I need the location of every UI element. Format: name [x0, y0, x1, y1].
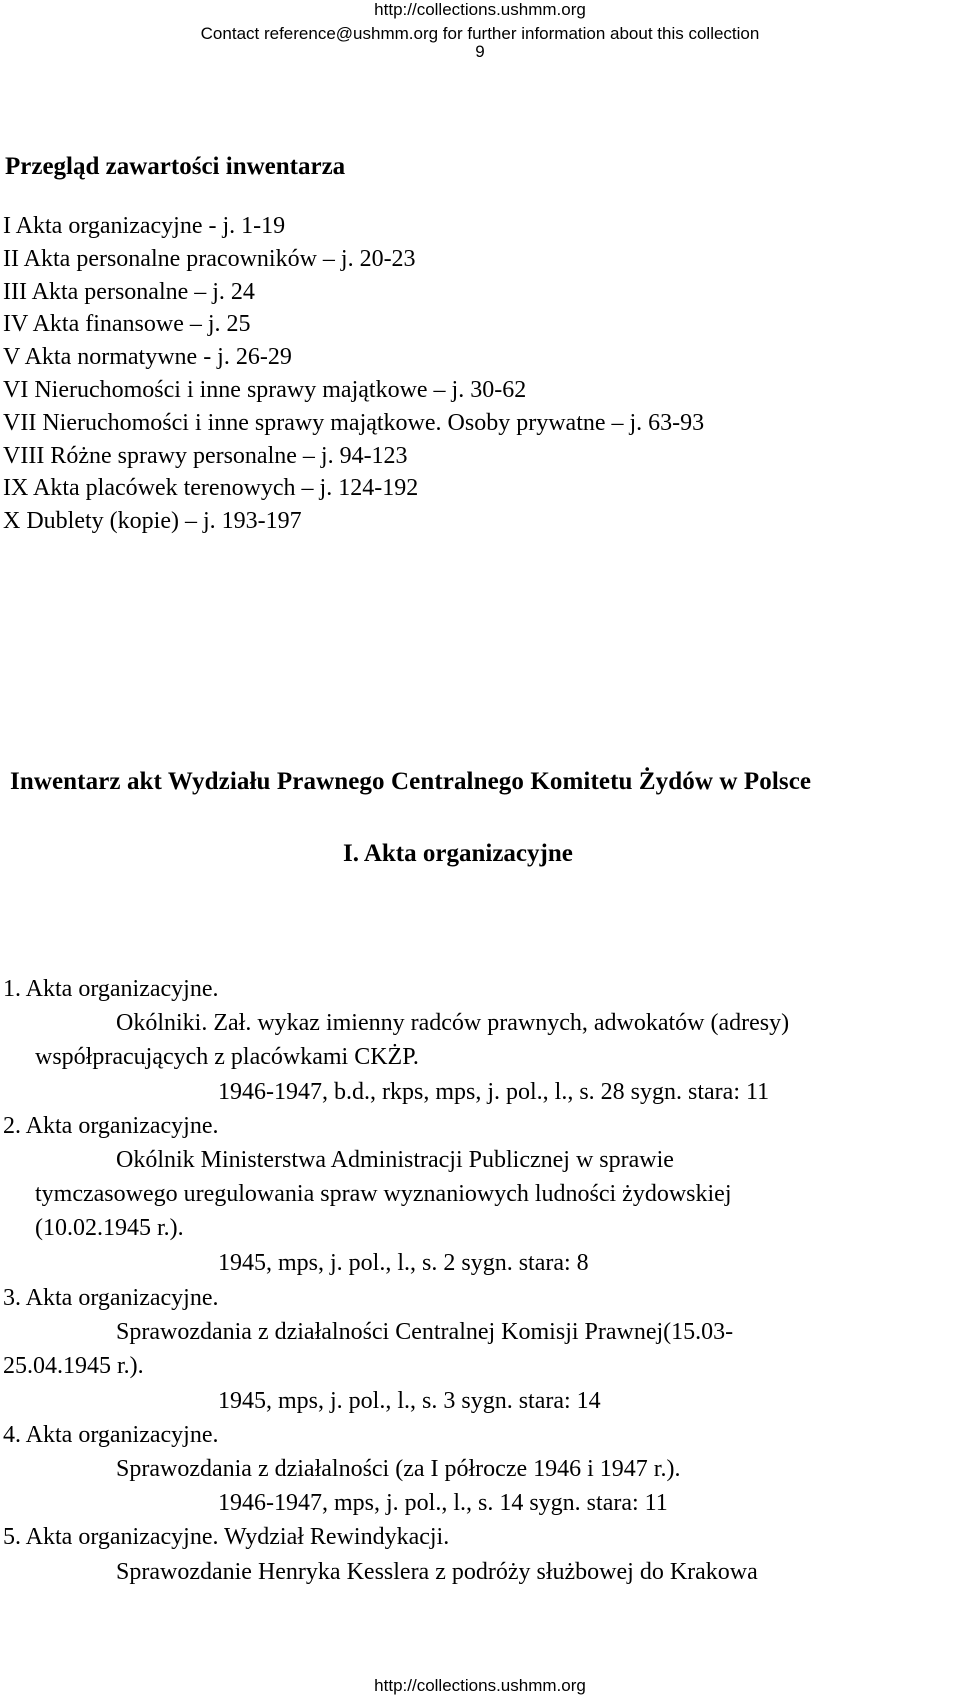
entry-2-heading: 2. Akta organizacyjne. — [3, 1113, 219, 1139]
entry-4-description: Sprawozdania z działalności (za I półrocze 1946 i 1947 r.). — [116, 1456, 681, 1482]
page-number: 9 — [475, 42, 485, 61]
overview-item: V Akta normatywne - j. 26-29 — [3, 344, 292, 371]
overview-item: IV Akta finansowe – j. 25 — [3, 311, 251, 338]
overview-item: III Akta personalne – j. 24 — [3, 278, 255, 305]
entry-2-date: (10.02.1945 r.). — [35, 1215, 184, 1241]
overview-title: Przegląd zawartości inwentarza — [5, 153, 346, 180]
entry-2-description: Okólnik Ministerstwa Administracji Publicznej w sprawie — [116, 1147, 674, 1173]
entry-2-description-cont: tymczasowego uregulowania spraw wyznaniowych ludności żydowskiej — [35, 1181, 732, 1207]
entry-3-meta: 1945, mps, j. pol., l., s. 3 sygn. stara: 14 — [218, 1388, 601, 1414]
overview-item: II Akta personalne pracowników – j. 20-23 — [3, 245, 416, 272]
footer-url: http://collections.ushmm.org — [374, 1676, 586, 1695]
inventory-title: Inwentarz akt Wydziału Prawnego Centralnego Komitetu Żydów w Polsce — [10, 768, 812, 795]
entry-5-heading: 5. Akta organizacyjne. Wydział Rewindykacji. — [3, 1524, 450, 1550]
overview-item: I Akta organizacyjne - j. 1-19 — [3, 213, 286, 239]
overview-item: X Dublety (kopie) – j. 193-197 — [3, 508, 302, 535]
entry-1-description: Okólniki. Zał. wykaz imienny radców prawnych, adwokatów (adresy) — [116, 1010, 790, 1036]
header-url: http://collections.ushmm.org — [374, 0, 586, 19]
entry-3-description: Sprawozdania z działalności Centralnej Komisji Prawnej(15.03- — [116, 1319, 734, 1345]
entry-3-description-cont: 25.04.1945 r.). — [3, 1353, 144, 1379]
entry-2-meta: 1945, mps, j. pol., l., s. 2 sygn. stara: 8 — [218, 1250, 589, 1276]
overview-list — [3, 210, 704, 538]
entry-5-description: Sprawozdanie Henryka Kesslera z podróży służbowej do Krakowa — [116, 1559, 758, 1585]
entry-3-heading: 3. Akta organizacyjne. — [3, 1285, 219, 1311]
overview-item: VII Nieruchomości i inne sprawy majątkowe. Osoby prywatne – j. 63-93 — [3, 409, 705, 436]
overview-item: IX Akta placówek terenowych – j. 124-192 — [3, 475, 419, 502]
entry-4-meta: 1946-1947, mps, j. pol., l., s. 14 sygn. stara: 11 — [218, 1490, 668, 1516]
entry-4-heading: 4. Akta organizacyjne. — [3, 1422, 219, 1448]
header-contact: Contact reference@ushmm.org for further information about this collection — [200, 24, 760, 43]
inventory-entries — [3, 976, 953, 1585]
entry-1-description-cont: współpracujących z placówkami CKŻP. — [35, 1044, 419, 1070]
overview-item: VI Nieruchomości i inne sprawy majątkowe – j. 30-62 — [3, 376, 527, 403]
section-title: I. Akta organizacyjne — [343, 840, 573, 867]
entry-1-heading: 1. Akta organizacyjne. — [3, 976, 219, 1002]
entry-1-meta: 1946-1947, b.d., rkps, mps, j. pol., l., s. 28 sygn. stara: 11 — [218, 1079, 770, 1105]
overview-item: VIII Różne sprawy personalne – j. 94-123 — [3, 442, 408, 469]
